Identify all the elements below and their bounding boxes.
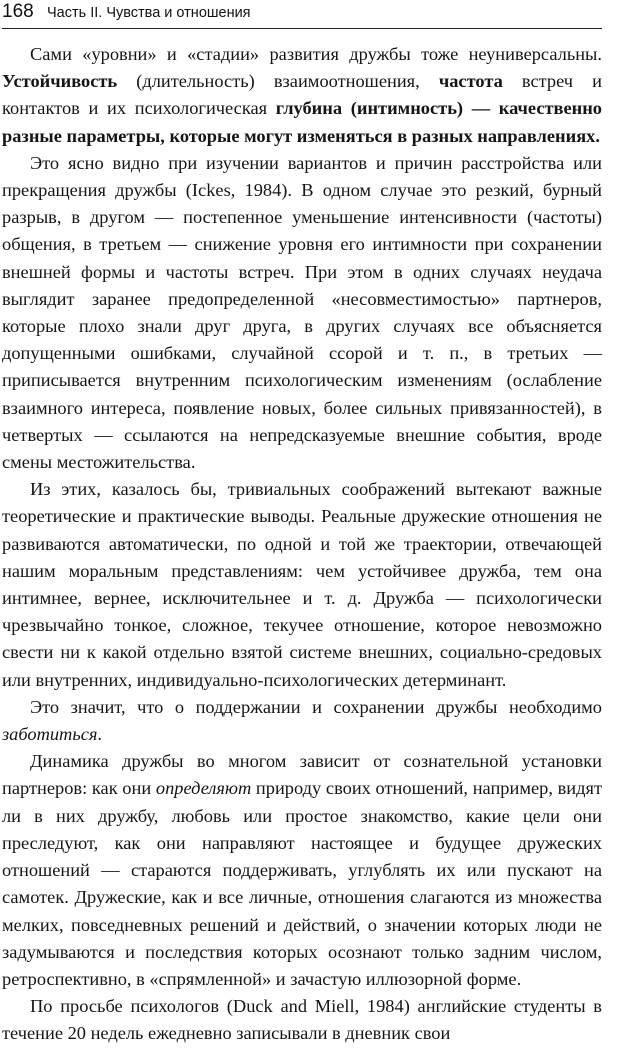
text-run: Из этих, казалось бы, тривиальных соображений вытекают важные теоретические и практические выводы. Реальные дружеские отношения не развиваются автоматически, по одной и той же траектории, отвечающей нашим моральным представлениям: чем устойчивее дружба, тем она интимнее, вернее, исключительнее и т. д. Дружба — психологически чрезвычайно тонкое, сложное, текучее отношение, которое невозможно свести ни к какой отдельно взятой системе внешних, социально-средовых или внутренних, индивидуально-психологических детерминант.: [2, 479, 602, 690]
bold-term-stability: Устойчивость: [2, 71, 118, 92]
paragraph: [2, 993, 602, 1047]
text-run: природу своих отношений, например, видят ли в них дружбу, любовь или простое знакомство, какие цели они преследуют, как они направляют настоящее и будущее дружеских отношений — стараются поддерживать, углублять их или пускают на самотек. Дружеские, как и все личные, отношения слагаются из множества мелких, повседневных решений и действий, о значении которых люди не задумываются и последствия которых осознают только задним числом, ретроспективно, в «спрямленной» и зачастую иллюзорной форме.: [2, 778, 603, 989]
paragraph: [2, 694, 602, 748]
section-title: Часть II. Чувства и отношения: [47, 5, 251, 21]
paragraph: [2, 41, 602, 150]
text-run: Это значит, что о поддержании и сохранении дружбы необходимо: [30, 696, 602, 717]
body-text: [2, 41, 602, 1048]
text-run: (длительность) взаимоотношения,: [117, 71, 439, 92]
text-run: Это ясно видно при изучении вариантов и причин расстройства или прекращения дружбы (Ickes, 1984). В одном случае это резкий, бурный разрыв, в другом — постепенное уменьшение интенсивности (частоты) общения, в третьем — снижение уровня его интимности при сохранении внешней формы и частоты встреч. При этом в одних случаях неудача выглядит заранее предопределенной «несовместимостью» партнеров, которые плохо знали друг друга, в других случаях все объясняется допущенными ошибками, случайной ссорой и т. п., в третьих — приписывается внутренним психологическим изменениям (ослабление взаимного интереса, появление новых, более сильных привязанностей), в четвертых — ссылаются на непредсказуемые внешние события, вроде смены местожительства.: [2, 152, 602, 473]
text-run: встреч и контактов и их психологическая: [2, 71, 602, 119]
page-number: 168: [2, 1, 34, 22]
bold-term-frequency: частота: [438, 71, 503, 92]
text-run: По просьбе психологов (Duck and Miell, 1984) английские студенты в течение 20 недель ежедневно записывали в дневник свои: [2, 996, 602, 1044]
text-run: .: [97, 724, 103, 745]
running-header: [2, 0, 602, 29]
bold-term-depth: глубина (интимность) — качественно разные параметры, которые могут изменяться в разных направлениях.: [2, 98, 602, 146]
italic-term: определяют: [155, 778, 252, 799]
paragraph: [2, 150, 602, 476]
italic-term: заботиться: [2, 724, 98, 745]
text-run: Сами «уровни» и «стадии» развития дружбы тоже неуниверсальны.: [30, 44, 602, 64]
text-run: Динамика дружбы во многом зависит от сознательной установки партнеров: как они: [2, 751, 602, 799]
paragraph: [2, 748, 602, 993]
paragraph: [2, 476, 602, 694]
